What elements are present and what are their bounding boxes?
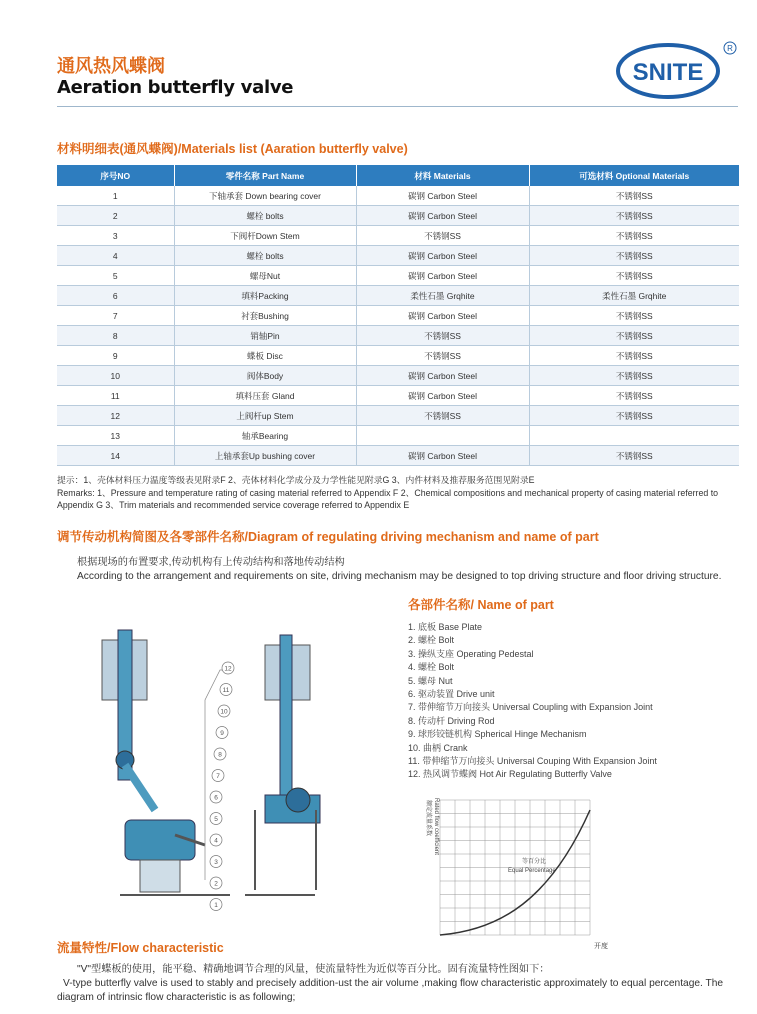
part-item: 6. 驱动装置 Drive unit bbox=[408, 689, 495, 700]
cell-material bbox=[356, 426, 529, 446]
mechanism-section-title: 调节传动机构简图及各零部件名称/Diagram of regulating driving mechanism and name of part bbox=[57, 530, 599, 544]
cell-no: 13 bbox=[57, 426, 174, 446]
right-handwheel bbox=[286, 788, 310, 812]
registered-mark: R bbox=[727, 44, 733, 53]
left-pedestal bbox=[140, 860, 180, 892]
remark-en: Remarks: 1、Pressure and temperature rating of casing material referred to Appendix F 2、Chemical compositions and mechanical property of casing material referred to Appendix G 3、Trim materials and recommended service coverage referred to Appendix E bbox=[57, 488, 719, 510]
cell-no: 14 bbox=[57, 446, 174, 466]
cell-part-name: 下阀杆Down Stem bbox=[174, 226, 356, 246]
cell-optional: 不锈钢SS bbox=[529, 206, 739, 226]
parts-title: 各部件名称/ Name of part bbox=[408, 598, 554, 612]
cell-no: 2 bbox=[57, 206, 174, 226]
cell-no: 5 bbox=[57, 266, 174, 286]
callout-number: 8 bbox=[218, 751, 222, 759]
col-header-optional: 可选材料 Optional Materials bbox=[529, 165, 739, 186]
cell-part-name: 蝶板 Disc bbox=[174, 346, 356, 366]
callout-number: 10 bbox=[220, 708, 228, 716]
callout-number: 3 bbox=[214, 859, 218, 866]
right-stem bbox=[280, 635, 292, 805]
table-row bbox=[57, 226, 739, 246]
x-axis-label: 开度 bbox=[594, 943, 608, 950]
flow-text-en: V-type butterfly valve is used to stably and precisely addition-ust the air volume ,making flow characteristic approximately to equal percentage. The diagram of intrinsic flow characteristic is as following; bbox=[57, 978, 724, 1003]
cell-part-name: 上阀杆up Stem bbox=[174, 406, 356, 426]
cell-optional: 不锈钢SS bbox=[529, 406, 739, 426]
cell-part-name: 螺栓 bolts bbox=[174, 246, 356, 266]
cell-part-name: 销轴Pin bbox=[174, 326, 356, 346]
part-item: 3. 操纵支座 Operating Pedestal bbox=[408, 648, 534, 659]
table-row bbox=[57, 306, 739, 326]
callout-number: 6 bbox=[214, 794, 218, 802]
header-divider bbox=[57, 106, 738, 107]
cell-optional: 不锈钢SS bbox=[529, 326, 739, 346]
left-driving-rod bbox=[125, 765, 155, 810]
page-title-en: Aeration butterfly valve bbox=[57, 77, 294, 98]
callout-group bbox=[210, 662, 234, 911]
materials-table bbox=[57, 165, 739, 466]
cell-material: 不锈钢SS bbox=[356, 346, 529, 366]
logo-text: SNITE bbox=[632, 59, 704, 86]
cell-material: 碳钢 Carbon Steel bbox=[356, 366, 529, 386]
cell-part-name: 填料Packing bbox=[174, 286, 356, 306]
cell-no: 1 bbox=[57, 186, 174, 206]
table-row bbox=[57, 366, 739, 386]
part-item: 11. 带伸缩节万向接头 Universal Couping With Expansion Joint bbox=[408, 756, 657, 767]
cell-part-name: 上轴承套Up bushing cover bbox=[174, 446, 356, 466]
remark-cn: 提示：1、壳体材料压力温度等级表见附录F 2、壳体材料化学成分及力学性能见附录G 3、内件材料及推荐服务范围见附录E bbox=[57, 475, 535, 485]
table-header-row bbox=[57, 165, 739, 186]
cell-no: 11 bbox=[57, 386, 174, 406]
cell-no: 4 bbox=[57, 246, 174, 266]
cell-optional: 不锈钢SS bbox=[529, 446, 739, 466]
callout-number: 1 bbox=[214, 902, 218, 909]
cell-part-name: 衬套Bushing bbox=[174, 306, 356, 326]
part-item: 5. 螺母 Nut bbox=[408, 675, 453, 686]
cell-no: 8 bbox=[57, 326, 174, 346]
cell-material: 碳钢 Carbon Steel bbox=[356, 206, 529, 226]
cell-optional: 不锈钢SS bbox=[529, 186, 739, 206]
table-row bbox=[57, 326, 739, 346]
table-row bbox=[57, 266, 739, 286]
part-item: 2. 螺栓 Bolt bbox=[408, 635, 455, 646]
cell-material: 柔性石墨 Grqhite bbox=[356, 286, 529, 306]
cell-no: 7 bbox=[57, 306, 174, 326]
table-row bbox=[57, 286, 739, 306]
cell-no: 12 bbox=[57, 406, 174, 426]
cell-optional: 不锈钢SS bbox=[529, 306, 739, 326]
cell-no: 9 bbox=[57, 346, 174, 366]
table-row bbox=[57, 206, 739, 226]
part-item: 1. 底板 Base Plate bbox=[408, 622, 483, 632]
y-label-cn: 额定流量系数 bbox=[425, 800, 431, 837]
cell-optional: 不锈钢SS bbox=[529, 346, 739, 366]
cell-material: 碳钢 Carbon Steel bbox=[356, 186, 529, 206]
cell-part-name: 下轴承套 Down bearing cover bbox=[174, 186, 356, 206]
flow-text-cn: "V"型蝶板的使用，能平稳、精确地调节合理的风量，使流量特性为近似等百分比。固有流量特性图如下： bbox=[77, 964, 550, 975]
col-header-no: 序号NO bbox=[57, 165, 174, 186]
cell-optional: 不锈钢SS bbox=[529, 246, 739, 266]
part-item: 8. 传动杆 Driving Rod bbox=[408, 715, 495, 726]
cell-material: 不锈钢SS bbox=[356, 326, 529, 346]
part-item: 7. 带伸缩节万向接头 Universal Coupling with Expansion Joint bbox=[408, 702, 653, 713]
cell-optional: 柔性石墨 Grqhite bbox=[529, 286, 739, 306]
callout-number: 4 bbox=[214, 837, 218, 845]
col-header-materials: 材料 Materials bbox=[356, 165, 529, 186]
y-label-en: Rated flow coefficient bbox=[433, 798, 439, 855]
part-item: 4. 螺栓 Bolt bbox=[408, 662, 455, 673]
cell-no: 3 bbox=[57, 226, 174, 246]
callout-number: 2 bbox=[214, 880, 218, 888]
table-row bbox=[57, 446, 739, 466]
cell-part-name: 填料压套 Gland bbox=[174, 386, 356, 406]
cell-material: 碳钢 Carbon Steel bbox=[356, 306, 529, 326]
cell-material: 碳钢 Carbon Steel bbox=[356, 246, 529, 266]
materials-section-title: 材料明细表(通风蝶阀)/Materials list (Aaration butterfly valve) bbox=[57, 142, 408, 156]
cell-part-name: 阀体Body bbox=[174, 366, 356, 386]
cell-no: 6 bbox=[57, 286, 174, 306]
cell-material: 碳钢 Carbon Steel bbox=[356, 446, 529, 466]
table-row bbox=[57, 426, 739, 446]
col-header-part-name: 零件名称 Part Name bbox=[174, 165, 356, 186]
left-drive-unit bbox=[125, 820, 195, 860]
callout-number: 9 bbox=[220, 730, 224, 737]
table-row bbox=[57, 186, 739, 206]
cell-material: 碳钢 Carbon Steel bbox=[356, 386, 529, 406]
cell-material: 不锈钢SS bbox=[356, 406, 529, 426]
cell-optional: 不锈钢SS bbox=[529, 266, 739, 286]
cell-optional: 不锈钢SS bbox=[529, 386, 739, 406]
cell-material: 碳钢 Carbon Steel bbox=[356, 266, 529, 286]
part-item: 9. 球形铰链机构 Spherical Hinge Mechanism bbox=[408, 729, 587, 740]
cell-optional: 不锈钢SS bbox=[529, 366, 739, 386]
table-row bbox=[57, 406, 739, 426]
flow-section-title: 流量特性/Flow characteristic bbox=[57, 941, 224, 955]
table-row bbox=[57, 246, 739, 266]
page-title-cn: 通风热风蝶阀 bbox=[57, 56, 165, 76]
cell-optional: 不锈钢SS bbox=[529, 226, 739, 246]
table-row bbox=[57, 386, 739, 406]
curve-label-cn: 等百分比 bbox=[522, 859, 547, 865]
cell-material: 不锈钢SS bbox=[356, 226, 529, 246]
part-item: 10. 曲柄 Crank bbox=[408, 742, 468, 753]
callout-number: 12 bbox=[224, 665, 232, 673]
parts-list bbox=[408, 621, 657, 782]
callout-number: 7 bbox=[216, 773, 220, 780]
driving-mechanism-diagram bbox=[80, 610, 410, 940]
callout-number: 5 bbox=[214, 816, 218, 823]
mechanism-intro-en: According to the arrangement and requirements on site, driving mechanism may be designed to top driving structure and floor driving structure. bbox=[77, 571, 722, 582]
cell-optional bbox=[529, 426, 739, 446]
table-row bbox=[57, 346, 739, 366]
mechanism-intro-cn: 根据现场的布置要求,传动机构有上传动结构和落地传动结构 bbox=[77, 557, 345, 568]
curve-label-en: Equal Percentage bbox=[508, 868, 556, 874]
flow-characteristic-chart bbox=[425, 790, 620, 950]
cell-part-name: 轴承Bearing bbox=[174, 426, 356, 446]
cell-part-name: 螺母Nut bbox=[174, 266, 356, 286]
snite-logo bbox=[596, 36, 741, 106]
cell-part-name: 螺栓 bolts bbox=[174, 206, 356, 226]
part-item: 12. 热风调节蝶阀 Hot Air Regulating Butterfly Valve bbox=[408, 769, 612, 780]
cell-no: 10 bbox=[57, 366, 174, 386]
callout-number: 11 bbox=[222, 687, 230, 694]
